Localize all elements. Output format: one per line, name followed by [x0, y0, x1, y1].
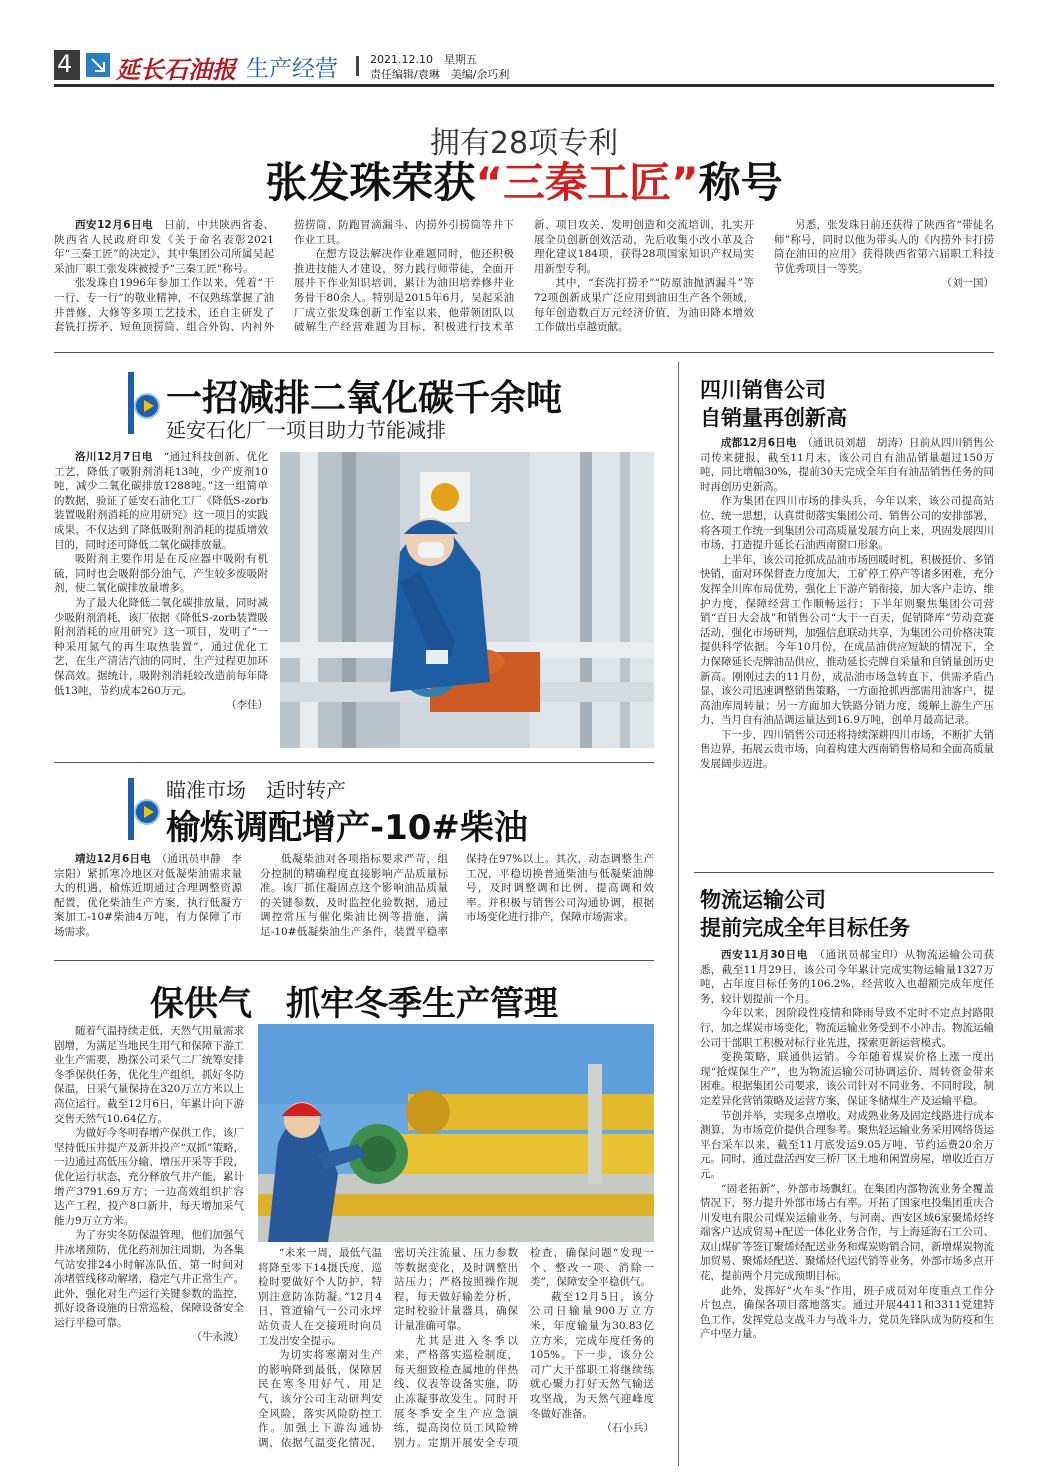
logistics-title-line1: 物流运输公司	[700, 888, 826, 912]
logistics-paragraph: 变换策略，联通供运销。今年随着煤炭价格上涨一度出现“抢煤保生产”，也为物流运输公司协调运价、周转资金带来困难。根据集团公司要求，该公司针对不同业务、不同时段，制定差异化营销策略及运营方案，保证冬储煤生产及运输平稳。	[700, 1051, 994, 1107]
lead-paragraph: 其中，“套洗打捞矛”“防原油抛洒漏斗”等72项创新成果广泛应用到油田生产各个领域，每年创造数百万元经济价值，为油田降本增效工作做出卓越贡献。	[534, 277, 754, 334]
diesel-kicker: 瞄准市场 适时转产	[166, 778, 346, 802]
lead-title-part2: 称号	[698, 158, 783, 207]
logistics-dateline: 西安11月30日电	[721, 949, 809, 961]
logistics-body	[700, 948, 994, 1466]
gas-body-cols	[258, 1246, 654, 1466]
header-rule	[54, 84, 994, 87]
gas-paragraph: 截至12月5日，该分公司日输量900万立方米，年度输量为30.83亿立方米，完成年度任务的105%。下一步，该分公司广大干部职工将继续练就心聚力打好天然气输送攻坚战，为天然气迎峰度冬做好准备。	[530, 1290, 654, 1420]
gas-paragraph: “未来一周，最低气温将降至零下14摄氏度，巡检时要做好个人防护，特别注意防冻防凝。”12月4日，管道输气一公司永坪站负责人在交接班时向员工发出安全提示。	[258, 1247, 382, 1347]
editors-credit: 责任编辑/袁琳 美编/余巧利	[370, 68, 510, 81]
lead-dateline: 西安12月6日电	[75, 219, 154, 231]
page-header	[54, 50, 994, 82]
diesel-body	[54, 852, 654, 947]
logistics-paragraph: 今年以来，因阶段性疫情和降雨导致不定时不定点封路限行，加之煤炭市场变化，物流运输业务受到不小冲击。物流运输公司干部职工积极对标行业先进，探索更新运营模式。	[700, 1007, 994, 1049]
co2-paragraph: “通过科技创新、优化工艺，降低了吸附剂消耗13吨，少产废剂10吨，减少二氧化碳排放1288吨。”这一组简单的数据，验证了延安石油化工厂《降低S-zorb装置吸附剂消耗的应用研究》这一项目的实践成果，不仅达到了降低吸附剂消耗的提质增效目的，同时还可降低二氧化碳排放量。	[54, 451, 268, 551]
sichuan-title-line2: 自销量再创新高	[700, 406, 847, 430]
logistics-reporter: （通讯员郝宝印）	[819, 949, 905, 961]
lead-body	[54, 218, 994, 344]
worker-valve-illustration	[280, 452, 654, 748]
divider	[54, 960, 654, 961]
co2-paragraph: 吸附剂主要作用是在反应器中吸附有机硫，同时也会吸附部分油气，产生较多废吸附剂，使二氧化碳排放量增多。	[54, 553, 268, 595]
issue-date: 2021.12.10 星期五	[370, 53, 477, 66]
play-icon	[134, 393, 160, 419]
sichuan-reporter: （通讯员刘超 胡涛）	[807, 437, 909, 449]
diesel-dateline: 靖边12月6日电	[75, 853, 151, 865]
divider	[54, 762, 654, 763]
lead-paragraph: 另悉，张发珠日前还获得了陕西省“带徒名师”称号，同时以他为带头人的《内捞外卡打捞筒在油田的应用》获得陕西省第六届职工科技节优秀项目一等奖。	[774, 219, 994, 275]
worker-valve-photo	[280, 452, 654, 748]
lead-paragraph: 日前，中共陕西省委、陕西省人民政府印发《关于命名表彰2021年“三秦工匠”的决定》，其中集团公司所属吴起采油厂职工张发珠被授予“三秦工匠”称号。	[54, 219, 275, 275]
gas-paragraph: 随着气温持续走低，天然气用量需求剧增，为满足当地民生用气和保障下游工业生产需要，勘探公司采气二厂统筹安排冬季保供任务，优化生产组织，抓好冬防保温，日采气量保持在320万立方米以上高位运行。截至12月6日，年累计向下游交售天然气10.64亿方。	[54, 1025, 244, 1125]
gas-paragraph: 为了夯实冬防保温管理，他们加强气井冰堵预防，优化药剂加注周期，为各集气站安排24小时解冻队伍，第一时间对冻堵管线移动解堵，稳定气井正常生产。此外，强化对生产运行关键参数的监控，抓好设备设施的日常巡检，保障设备安全运行平稳可靠。	[54, 1229, 244, 1329]
lead-title-quoted: “三秦工匠”	[475, 158, 699, 207]
lead-title-part1: 张发珠荣获	[265, 158, 476, 207]
gas-byline-1: （牛永波）	[191, 1331, 244, 1344]
logistics-paragraph: 节创并举，实现多点增收。对成熟业务及固定线路进行成本测算，为市场竞价提供合理参考。聚焦轻运输业务采用网络货运平台采车以来，截至11月底发运9.05万吨、节约运费20余万元。同时，通过盘活西安三桥厂区土地和闲置房屋，增收近百万元。	[700, 1109, 994, 1180]
co2-paragraph: 为了最大化降低二氧化碳排放量，同时减少吸附剂消耗，该厂依据《降低S-zorb装置吸附剂消耗的应用研究》这一项目，发明了“一种采用氮气的再生取热装置”，通过优化工艺，在生产清洁汽油的同时，生产过程更加环保高效。据统计，吸附剂消耗较改造前每年降低13吨，节约成本260万元。	[54, 596, 268, 697]
sichuan-dateline: 成都12月6日电	[721, 437, 797, 449]
sichuan-title-line1: 四川销售公司	[700, 378, 826, 402]
gas-paragraph: 为切实将寒潮对生产的影响降到最低，保障居民在寒冬用好气、用足气，该分公司主动研判安全风险，落实风险防控工作。加强上下游沟通协调，依据气温变化情况，密切关注流量、压力参数等数据变化，及时调整出站压力；严格按照操作规程，每天做好输差分析，定时校验计量器具，确保计量准确可靠。	[258, 1247, 518, 1449]
diesel-paragraph: 低凝柴油对各项指标要求严苛，组分控制的精确程度直接影响产品质量标准。该厂抓住凝固点这个影响油品质量的关键参数，及时监控化验数据，通过调控常压与催化柴油比例等措施，满足-10#低凝柴油生产条件，装置平稳率保持在97%以上。其次，动态调整生产工况，平稳切换普通柴油与低凝柴油牌号，及时调整调和比例，提高调和效率。并积极与销售公司沟通协调，根据市场变化进行排产，保障市场需求。	[260, 853, 654, 938]
logistics-paragraph: 从物流运输公司获悉，截至11月29日，该公司今年累计完成实物运输量1327万吨，占年度目标任务的106.2%，经营收入也超额完成年度任务，较计划提前一个月。	[700, 949, 994, 1005]
gas-title: 保供气 抓牢冬季生产管理	[150, 984, 558, 1024]
play-icon	[134, 799, 160, 825]
gas-body-col1	[54, 1024, 244, 1466]
diesel-paragraph: 紧抓寒冷地区对低凝柴油需求量大的机遇，榆炼近期通过合理调整资源配置，优化柴油生产方案，执行低凝方案加工-10#柴油4万吨，有力保障了市场需求。	[54, 867, 242, 938]
lead-paragraph: 张发珠自1996年参加工作以来，凭着“干一行、专一行”的敬业精神，不仅熟练掌握了油井普修、大修等多项工艺技术，还自主研发了套铣打捞矛、短鱼顶捞筒、组合外钩、内衬外捞捞筒、防跑冒滴漏斗、内捞外引捞筒等井下作业工具。	[54, 219, 514, 334]
gas-pipeline-photo	[258, 1024, 654, 1242]
sichuan-body	[700, 436, 994, 864]
section-name: 生产经营	[246, 56, 338, 82]
lead-paragraph: 在想方设法解决作业难题同时，他还积极推进技能人才建设，努力践行师带徒，全面开展井下作业知识培训，累计为油田培养修井业务骨干80余人。特别是2015年6月，吴起采油厂成立张发珠创新工作室以来，他带领团队以破解生产经营难题为目标，积极进行技术革新、项目攻关、发明创造和交流培训，扎实开展全员创新创效活动，先后收集小改小革及合理化建议184项，获得28项国家知识产权局实用新型专利。	[294, 219, 754, 334]
co2-subtitle: 延安石化厂一项目助力节能减排	[166, 418, 446, 442]
lead-byline: （刘一国）	[941, 277, 994, 290]
header-separator	[356, 56, 359, 76]
gas-pipeline-illustration	[258, 1024, 654, 1242]
divider	[694, 872, 994, 873]
co2-dateline: 洛川12月7日电	[75, 451, 153, 463]
masthead-logo: 延长石油报	[116, 55, 236, 84]
logistics-paragraph: 此外，发挥好“火车头”作用，班子成员对年度重点工作分片包点，确保各项目落地落实。通过开展4411和3311党建特色工作，发挥党总支战斗力与战斗力，党员先锋队成为防疫和生产中坚力量。	[700, 1284, 994, 1341]
co2-byline: （李佳）	[226, 699, 268, 712]
lead-kicker: 拥有28项专利	[429, 126, 619, 161]
gas-paragraph: 尤其是进入冬季以来，严格落实巡检制度，每天细致检查属地的伴热线、仪表等设备实施，防止冻凝事故发生。同时开展冬季安全生产应急演练，提高岗位员工风险辨别力。定期开展安全专项检查，确保问题“发现一个、整改一项、消除一类”，保障安全平稳供气。	[394, 1247, 654, 1449]
diesel-title: 榆炼调配增产-10#柴油	[166, 808, 528, 848]
sichuan-paragraph: 日前从四川销售公司传来捷报，截至11月末，该公司自有油品销量超过150万吨，同比增幅30%，提前30天完成全年自有油品销售任务的同时再创历史新高。	[700, 437, 994, 493]
headline-bar	[128, 778, 134, 840]
headline-bar	[128, 372, 134, 434]
co2-body	[54, 450, 268, 745]
co2-title: 一招减排二氧化碳千余吨	[166, 378, 563, 419]
diesel-reporter: （通讯员申静 李宗阳）	[54, 853, 243, 880]
lead-title	[0, 158, 1048, 208]
section-arrow-icon	[86, 53, 110, 77]
logistics-paragraph: “固老拓新”，外部市场飘红。在集团内部物流业务全覆盖情况下，努力提升外部市场占有率。开拓了国家电投集团重庆合川发电有限公司煤炭运输业务，与河南、西安区域6家聚烯烃终端客户达成贸易+配送一体化业务合作，与上海延海石工公司、双山煤矿等签订聚烯烃配送业务和煤炭购销合同，新增煤炭物流加贸易、聚烯烃配送、聚烯烃代运代销等业务，外部市场多点开花，提前两个月完成预期目标。	[700, 1182, 994, 1283]
column-divider	[678, 362, 679, 1466]
logistics-title-line2: 提前完成全年目标任务	[700, 916, 910, 940]
page-number: 4	[57, 50, 73, 78]
gas-byline-2: （石小兵）	[601, 1422, 654, 1435]
sichuan-paragraph: 作为集团在四川市场的排头兵，今年以来，该公司提高站位、统一思想，认真贯彻落实集团公司、销售公司的安排部署，将各项工作统一到集团公司高质量发展方向上来，巩固发展四川市场，打造提升延长石油西南窗口形象。	[700, 495, 994, 552]
sichuan-paragraph: 上半年，该公司抢抓成品油市场回暖时机，积极挺价、多销快销，面对环保督查力度加大，工矿停工停产等诸多困难，充分发挥全川库布局优势，强化上下游产销衔接，加大客户走访、维护力度，保障经营工作顺畅运行；下半年则聚焦集团公司营销“百日大会战”和销售公司“大干一百天，促销降库”劳动竞赛活动，强化市场研判，加强信息联动共享，为集团公司价格决策提供科学依据。今年10月份，在成品油供应短缺的情况下，全力保障延长壳牌油品供应，推动延长壳牌自采量和自销量创历史新高。刚刚过去的11月份，成品油市场急转直下，供需矛盾凸显，该公司迅速调整销售策略，一方面抢抓西部需用油客户，提高油库周转量；另一方面加大铁路分销力度，缓解上游生产压力，当月自有油品调运量达到16.9万吨，创单月最高记录。	[700, 553, 994, 727]
gas-paragraph: 为做好今冬明春增产保供工作，该厂坚持低压井提产及新井投产“双抓”策略，一边通过高低压分输、增压开采等手段，优化运行状态，充分释放气井产能，累计增产3791.69万方；一边高效组织扩容达产工程，投产8口新井，每天增加采气能力9万立方米。	[54, 1127, 244, 1227]
divider	[54, 352, 994, 353]
sichuan-paragraph: 下一步，四川销售公司还将持续深耕四川市场，不断扩大销售边界，拓展云贵市场，向着构建大西南销售格局和全面高质量发展阔步迈进。	[700, 728, 994, 771]
